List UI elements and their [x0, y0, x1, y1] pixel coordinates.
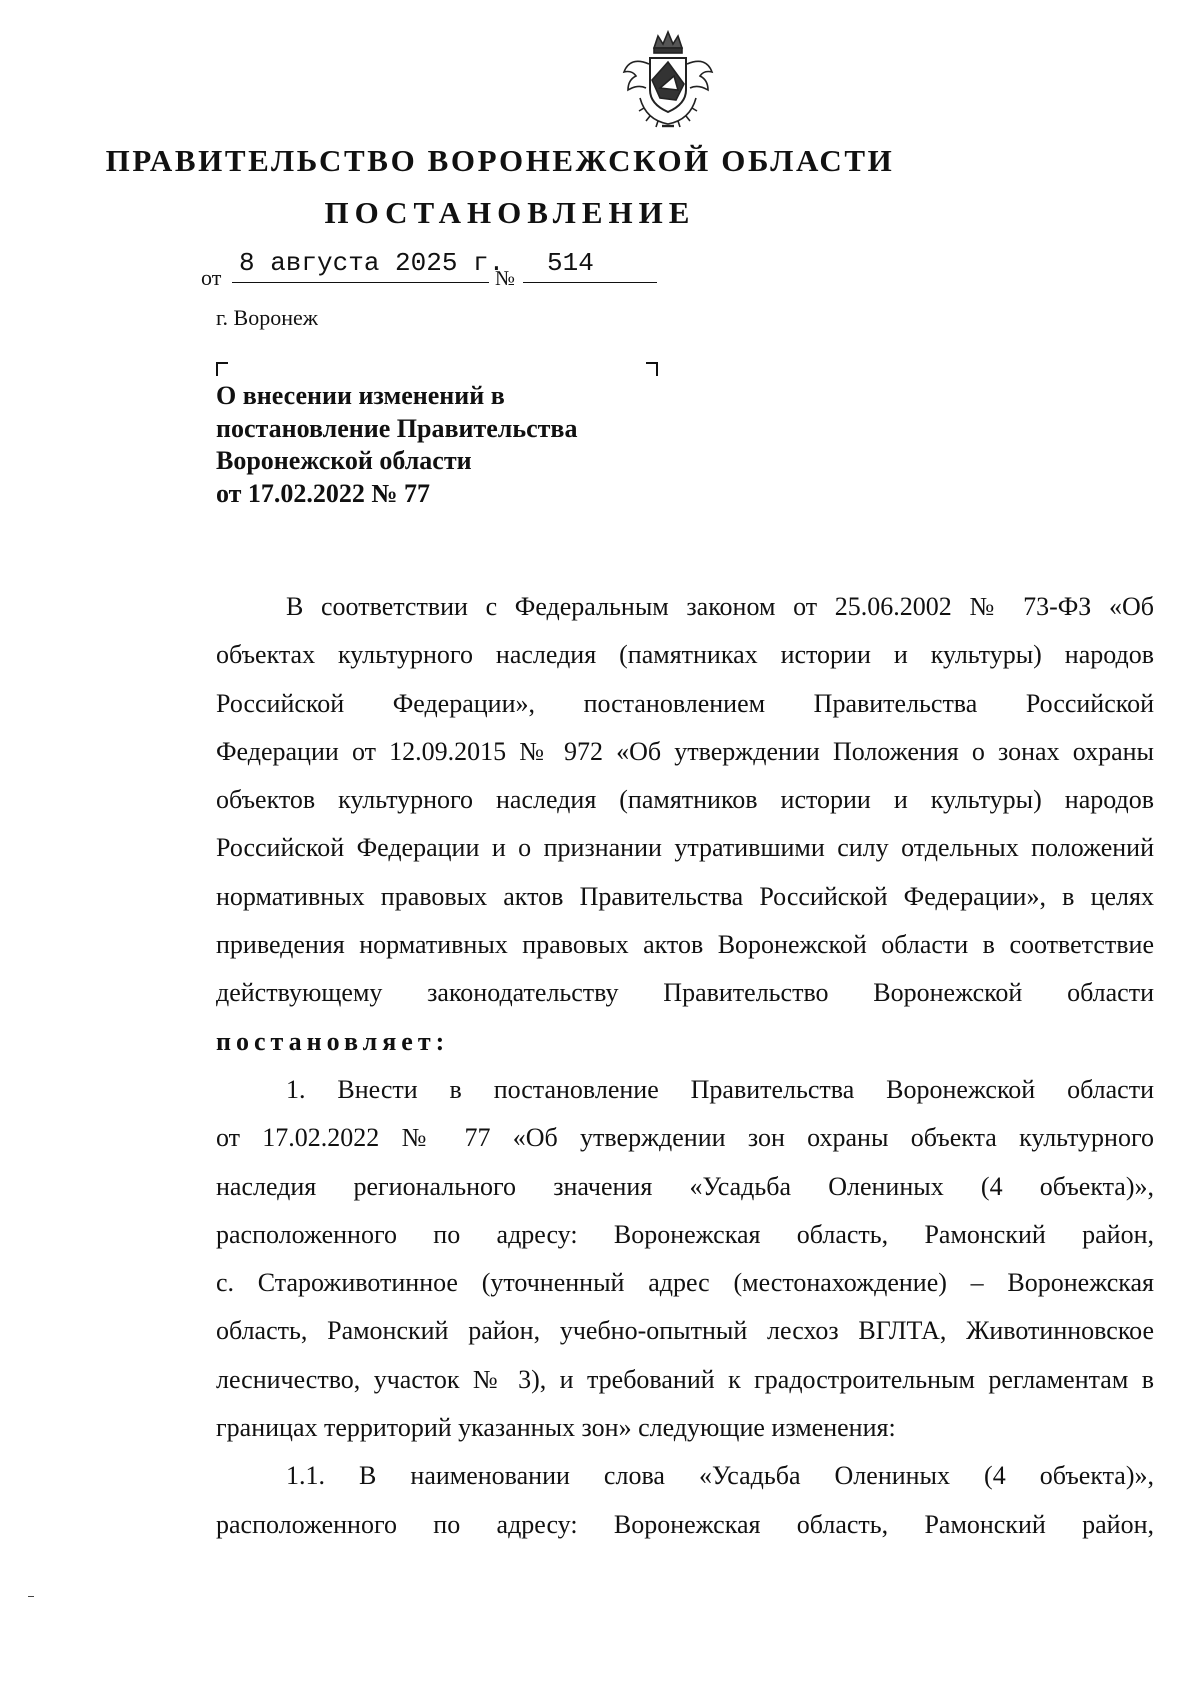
preamble-line: приведения нормативных правовых актов Воронежской области в соответствие	[216, 930, 1154, 960]
date-underline	[232, 282, 489, 283]
subject-line: Воронежской области	[216, 446, 472, 475]
item-1-line: расположенного по адресу: Воронежская область, Рамонский район,	[216, 1219, 1154, 1249]
document-body	[216, 583, 1154, 1549]
government-title: ПРАВИТЕЛЬСТВО ВОРОНЕЖСКОЙ ОБЛАСТИ	[105, 143, 895, 178]
subject-corner-left	[216, 362, 228, 376]
coat-of-arms-emblem	[616, 28, 720, 132]
item-1-1-line: расположенного по адресу: Воронежская область, Рамонский район,	[216, 1509, 1154, 1539]
subject-line: постановление Правительства	[216, 413, 578, 443]
document-subject	[216, 380, 577, 510]
subject-line: от 17.02.2022 № 77	[216, 478, 431, 508]
city-label: г. Воронеж	[216, 305, 318, 330]
preamble-line: объектов культурного наследия (памятников истории и культуры) народов	[216, 785, 1154, 815]
number-underline	[523, 282, 657, 283]
preamble-line: В соответствии с Федеральным законом от 25.06.2002 № 73-ФЗ «Об	[286, 592, 1154, 621]
document-number: 514	[547, 248, 594, 278]
item-1-line: наследия регионального значения «Усадьба Олениных (4 объекта)»,	[216, 1171, 1154, 1201]
item-1-line: лесничество, участок № 3), и требований к градостроительным регламентам в	[216, 1364, 1154, 1394]
document-date: 8 августа 2025 г.	[239, 248, 505, 278]
item-1-line: с. Староживотинное (уточненный адрес (местонахождение) – Воронежская	[216, 1268, 1154, 1298]
resolves-line	[216, 1018, 1154, 1066]
item-1-line: 1. Внести в постановление Правительства Воронежской области	[286, 1074, 1154, 1104]
subject-line: О внесении изменений в	[216, 381, 505, 410]
subject-corner-right	[646, 362, 658, 376]
number-sign: №	[495, 266, 516, 290]
document-type-title: ПОСТАНОВЛЕНИЕ	[324, 195, 696, 230]
preamble-line: Федерации от 12.09.2015 № 972 «Об утверждении Положения о зонах охраны	[216, 736, 1154, 766]
preamble-line: действующему законодательству Правительство Воронежской области	[216, 978, 1154, 1008]
item-1-1-line: 1.1. В наименовании слова «Усадьба Олениных (4 объекта)»,	[286, 1461, 1154, 1491]
preamble-line: Российской Федерации», постановлением Правительства Российской	[216, 688, 1154, 718]
item-1-line: от 17.02.2022 № 77 «Об утверждении зон охраны объекта культурного	[216, 1123, 1154, 1153]
preamble-line: Российской Федерации и о признании утратившими силу отдельных положений	[216, 833, 1154, 863]
item-1-line: границах территорий указанных зон» следующие изменения:	[216, 1413, 896, 1443]
scan-mark	[28, 1596, 34, 1597]
item-1-line: область, Рамонский район, учебно-опытный лесхоз ВГЛТА, Животинновское	[216, 1316, 1154, 1346]
preamble-line: нормативных правовых актов Правительства Российской Федерации», в целях	[216, 881, 1154, 911]
preamble-line: объектах культурного наследия (памятниках истории и культуры) народов	[216, 640, 1154, 670]
date-prefix: от	[201, 265, 222, 290]
resolves-word: постановляет:	[216, 1026, 450, 1056]
